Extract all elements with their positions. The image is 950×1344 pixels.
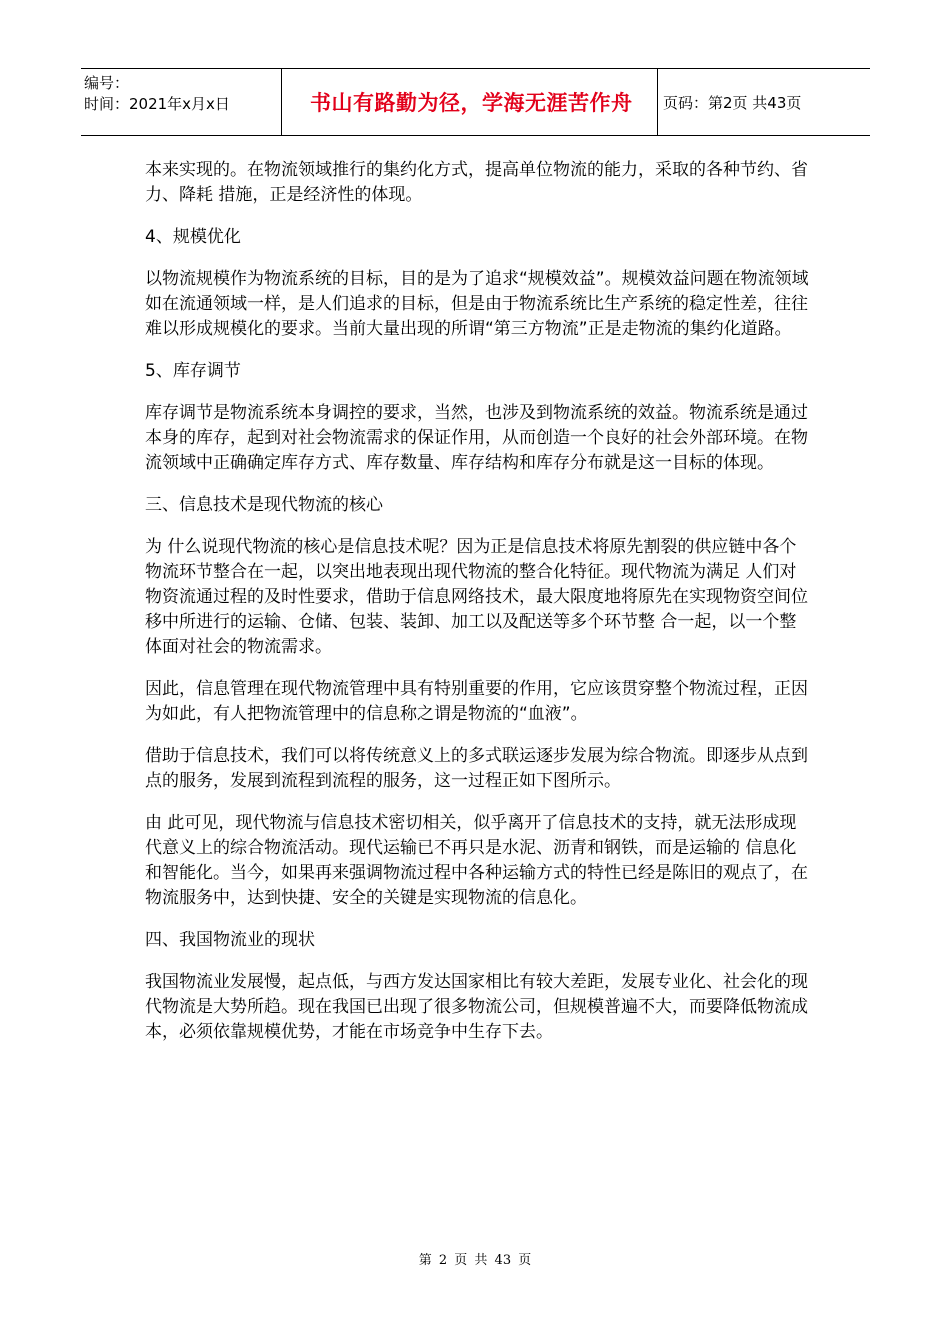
document-body — [145, 158, 810, 1062]
header-meta-cell — [81, 69, 281, 135]
paragraph: 库存调节是物流系统本身调控的要求，当然，也涉及到物流系统的效益。物流系统是通过本身的库存，起到对社会物流需求的保证作用，从而创造一个良好的社会外部环境。在物流领域中正确确定库存方式、库存数量、库存结构和库存分布就是这一目标的体现。 — [145, 403, 808, 473]
header-page-cell — [658, 69, 870, 135]
section-heading: 4、规模优化 — [145, 227, 241, 247]
paragraph: 借助于信息技术，我们可以将传统意义上的多式联运逐步发展为综合物流。即逐步从点到点的服务，发展到流程到流程的服务，这一过程正如下图所示。 — [145, 746, 808, 791]
section-heading: 5、库存调节 — [145, 361, 241, 381]
paragraph: 以物流规模作为物流系统的目标，目的是为了追求“规模效益”。规模效益问题在物流领域如在流通领域一样，是人们追求的目标，但是由于物流系统比生产系统的稳定性差，往往难以形成规模化的要求。当前大量出现的所谓“第三方物流”正是走物流的集约化道路。 — [145, 269, 809, 339]
paragraph: 我国物流业发展慢，起点低，与西方发达国家相比有较大差距，发展专业化、社会化的现代物流是大势所趋。现在我国已出现了很多物流公司，但规模普遍不大，而要降低物流成本，必须依靠规模优势，才能在市场竞争中生存下去。 — [145, 972, 808, 1042]
paragraph: 因此，信息管理在现代物流管理中具有特别重要的作用，它应该贯穿整个物流过程，正因为如此，有人把物流管理中的信息称之谓是物流的“血液”。 — [145, 679, 808, 724]
paragraph: 为 什么说现代物流的核心是信息技术呢？因为正是信息技术将原先割裂的供应链中各个物流环节整合在一起，以突出地表现出现代物流的整合化特征。现代物流为满足 人们对物资流通过程的及时性要求，借助于信息网络技术，最大限度地将原先在实现物资空间位移中所进行的运输、仓储、包装、装卸、加工以及配送等多个环节整 合一起，以一个整体面对社会的物流需求。 — [145, 537, 808, 657]
motto-text: 书山有路勤为径，学海无涯苦作舟 — [310, 91, 633, 115]
paragraph: 本来实现的。在物流领域推行的集约化方式，提高单位物流的能力，采取的各种节约、省力、降耗 措施，正是经济性的体现。 — [145, 160, 808, 205]
section-heading: 四、我国物流业的现状 — [145, 930, 315, 950]
page-indicator: 页码：第2页 共43页 — [663, 93, 802, 112]
page-footer: 第 2 页 共 43 页 — [418, 1253, 532, 1268]
header-motto-cell — [281, 69, 658, 135]
document-number: 编号： — [84, 74, 130, 92]
paragraph: 由 此可见，现代物流与信息技术密切相关，似乎离开了信息技术的支持，就无法形成现代意义上的综合物流活动。现代运输已不再只是水泥、沥青和钢铁，而是运输的 信息化和智能化。当今，如果再来强调物流过程中各种运输方式的特性已经是陈旧的观点了，在物流服务中，达到快捷、安全的关键是实现物流的信息化。 — [145, 813, 808, 908]
page-header — [81, 68, 870, 136]
section-heading: 三、信息技术是现代物流的核心 — [145, 495, 383, 515]
document-date: 时间：2021年x月x日 — [84, 95, 230, 113]
